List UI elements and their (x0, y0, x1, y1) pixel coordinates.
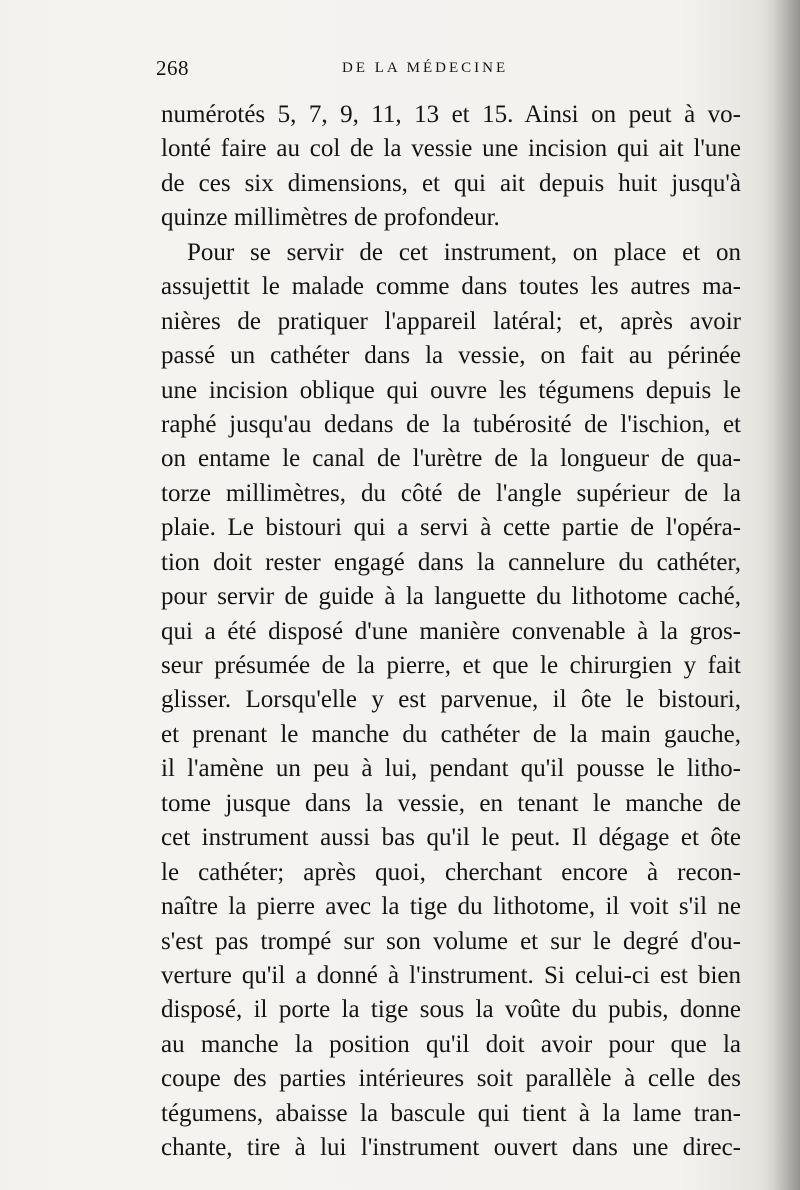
running-head: DE LA MÉDECINE (342, 60, 509, 76)
text-line: plaie. Le bistouri qui a servi à cette partie de l'opéra- (161, 514, 741, 542)
text-line: chante, tire à lui l'instrument ouvert dans une direc- (161, 1134, 741, 1162)
text-line: tion doit rester engagé dans la cannelure du cathéter, (161, 548, 741, 576)
text-line: raphé jusqu'au dedans de la tubérosité de l'ischion, et (161, 410, 741, 438)
text-line: lonté faire au col de la vessie une incision qui ait l'une (161, 135, 741, 163)
text-line: au manche la position qu'il doit avoir pour que la (161, 1030, 741, 1058)
text-line: une incision oblique qui ouvre les tégumens depuis le (161, 376, 741, 404)
page-number: 268 (156, 56, 189, 80)
text-line: passé un cathéter dans la vessie, on fait au périnée (161, 342, 741, 370)
text-line: disposé, il porte la tige sous la voûte du pubis, donne (161, 996, 741, 1024)
text-line: et prenant le manche du cathéter de la main gauche, (161, 720, 741, 748)
page-header (156, 56, 746, 86)
text-line: le cathéter; après quoi, cherchant encore à recon- (161, 858, 741, 886)
page-gutter-shadow (772, 0, 800, 1190)
text-line: naître la pierre avec la tige du lithotome, il voit s'il ne (161, 893, 741, 921)
text-line: tégumens, abaisse la bascule qui tient à la lame tran- (161, 1099, 741, 1127)
text-line: verture qu'il a donné à l'instrument. Si celui-ci est bien (161, 961, 741, 989)
text-line: seur présumée de la pierre, et que le chirurgien y fait (161, 652, 741, 679)
text-line: coupe des parties intérieures soit parallèle à celle des (161, 1065, 741, 1093)
text-line: pour servir de guide à la languette du lithotome caché, (161, 583, 741, 611)
text-line: quinze millimètres de profondeur. (161, 204, 500, 232)
text-line: tome jusque dans la vessie, en tenant le manche de (161, 789, 741, 817)
text-line: il l'amène un peu à lui, pendant qu'il pousse le litho- (161, 755, 741, 783)
text-line: torze millimètres, du côté de l'angle supérieur de la (161, 479, 741, 507)
text-line: Pour se servir de cet instrument, on place et on (187, 238, 741, 266)
text-line: qui a été disposé d'une manière convenable à la gros- (161, 617, 741, 645)
body-text (161, 98, 741, 1166)
text-line: nières de pratiquer l'appareil latéral; et, après avoir (161, 307, 741, 335)
text-line: cet instrument aussi bas qu'il le peut. Il dégage et ôte (161, 824, 741, 852)
text-line: s'est pas trompé sur son volume et sur le degré d'ou- (161, 927, 741, 955)
text-line: on entame le canal de l'urètre de la longueur de qua- (161, 445, 741, 473)
text-line: de ces six dimensions, et qui ait depuis huit jusqu'à (161, 169, 741, 197)
text-line: assujettit le malade comme dans toutes les autres ma- (161, 273, 741, 301)
text-line: numérotés 5, 7, 9, 11, 13 et 15. Ainsi on peut à vo- (161, 101, 741, 128)
show-through-margin-note (60, 225, 120, 365)
text-line: glisser. Lorsqu'elle y est parvenue, il ôte le bistouri, (161, 686, 741, 714)
